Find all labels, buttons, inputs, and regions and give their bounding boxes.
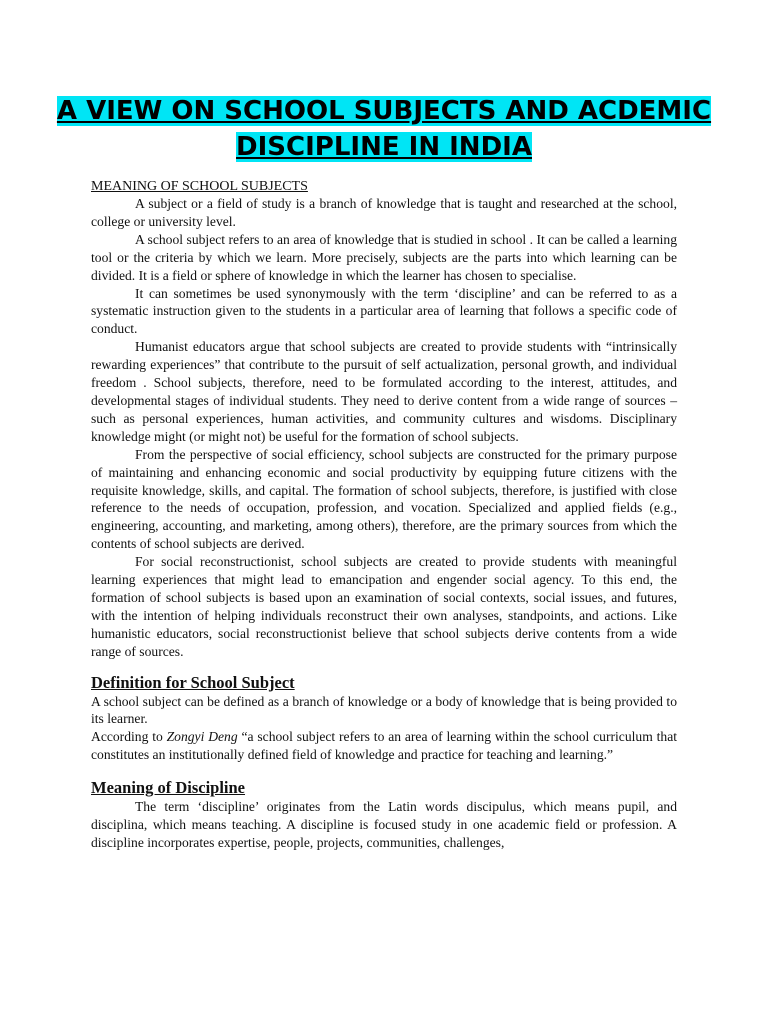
paragraph: Humanist educators argue that school subjects are created to provide students with “intrinsically rewarding experiences” that contribute to the pursuit of self actualization, personal growth, and individual freedom . School subjects, therefore, need to be formulated according to the interest, attitudes, and developmental stages of individual students. They need to derive content from a wide range of sources – such as personal experiences, human activities, and community cultures and wisdoms. Disciplinary knowledge might (or might not) be useful for the formation of school subjects. — [91, 339, 677, 444]
paragraph: For social reconstructionist, school subjects are created to provide students with meaningful learning experiences that might lead to emancipation and engender social agency. To this end, the formation of school subjects is based upon an examination of social contexts, social issues, and futures, with the intention of helping individuals reconstruct their own analyses, standpoints, and actions. Like humanistic educators, social reconstructionist believe that school subjects derive contents from a wide range of sources. — [91, 554, 677, 659]
quote-author: Zongyi Deng — [166, 729, 238, 745]
paragraph: A school subject refers to an area of knowledge that is studied in school . It can be called a learning tool or the criteria by which we learn. More precisely, subjects are the parts into which learning can be divided. It is a field or sphere of knowledge in which the learner has chosen to specialise. — [91, 231, 677, 283]
paragraph-quote — [91, 728, 677, 764]
paragraph: From the perspective of social efficiency, school subjects are constructed for the primary purpose of maintaining and enhancing economic and social productivity by equipping future citizens with the requisite knowledge, skills, and capital. The formation of school subjects, therefore, is justified with close reference to the needs of occupation, profession, and vocation. Specialized and applied fields (e.g., engineering, accounting, and marketing, among others), therefore, are the primary sources from which the contents of school subjects are derived. — [91, 446, 677, 552]
section-heading-discipline: Meaning of Discipline — [91, 778, 246, 798]
title-block — [0, 93, 768, 165]
paragraph: It can sometimes be used synonymously with the term ‘discipline’ and can be referred to as a systematic instruction given to the students in a particular area of learning that follows a specific code of conduct. — [91, 285, 677, 337]
quote-text: “a school subject refers to an area of learning within the school curriculum that constitutes an institutionally defined field of knowledge and practice for teaching and learning.” — [91, 729, 677, 763]
document-body — [91, 178, 677, 852]
document-title: A VIEW ON SCHOOL SUBJECTS AND ACDEMIC DISCIPLINE IN INDIA — [56, 96, 712, 162]
quote-prefix: According to — [91, 729, 167, 745]
paragraph: A subject or a field of study is a branch of knowledge that is taught and researched at the school, college or university level. — [91, 196, 677, 229]
section-heading-school-subjects: MEANING OF SCHOOL SUBJECTS — [91, 179, 308, 194]
section-heading-definition: Definition for School Subject — [91, 672, 295, 692]
paragraph: The term ‘discipline’ originates from the Latin words discipulus, which means pupil, and disciplina, which means teaching. A discipline is focused study in one academic field or profession. A discipline incorporates expertise, people, projects, communities, challenges, — [91, 799, 677, 850]
paragraph: A school subject can be defined as a branch of knowledge or a body of knowledge that is being provided to its learner. — [91, 693, 677, 727]
